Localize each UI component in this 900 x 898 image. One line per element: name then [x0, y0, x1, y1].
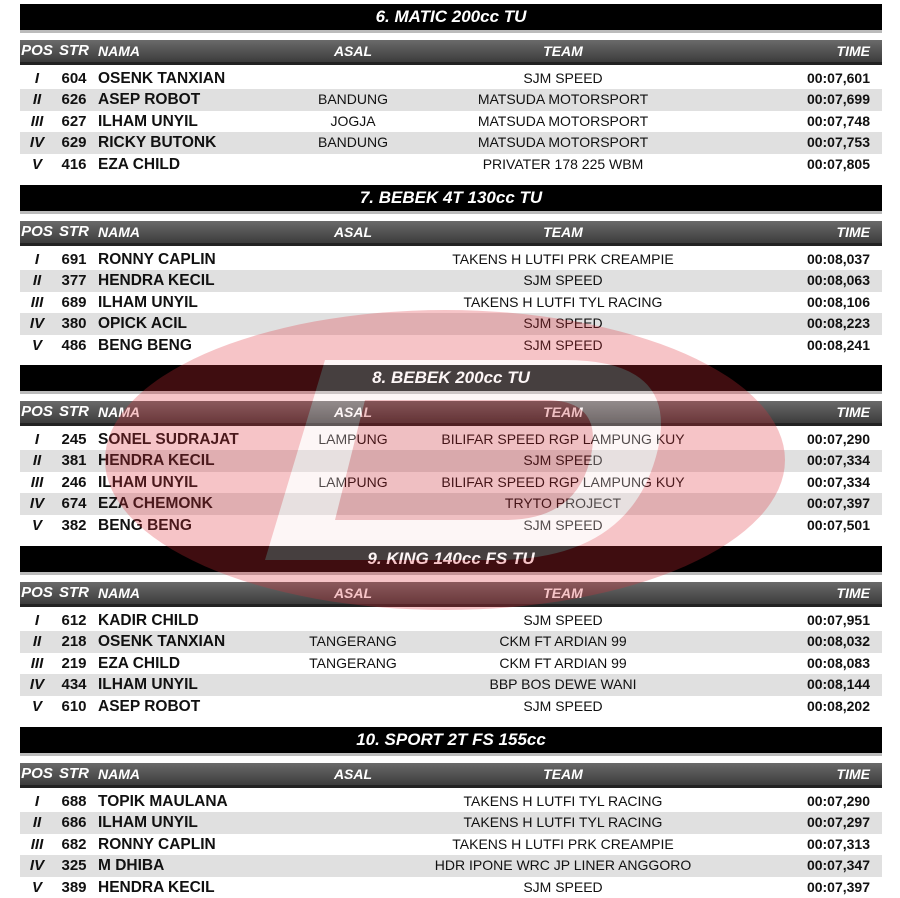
header-pos: POS [21, 584, 53, 601]
cell-str: 629 [61, 134, 87, 152]
cell-str: 691 [61, 251, 87, 268]
table-row [20, 450, 882, 471]
table-row [20, 610, 882, 631]
cell-pos: II [32, 272, 42, 290]
cell-nama: OPICK ACIL [98, 315, 187, 333]
cell-pos: V [31, 697, 42, 715]
cell-nama: HENDRA KECIL [98, 878, 215, 896]
cell-asal: LAMPUNG [318, 431, 388, 447]
table-row [20, 429, 882, 450]
header-asal: ASAL [333, 404, 373, 420]
cell-nama: ASEP ROBOT [98, 91, 201, 109]
cell-nama: HENDRA KECIL [98, 452, 215, 470]
cell-str: 377 [61, 272, 87, 290]
cell-str: 382 [61, 516, 87, 534]
header-nama: NAMA [98, 43, 140, 59]
cell-nama: ILHAM UNYIL [98, 112, 198, 130]
table-row [20, 68, 882, 89]
header-time: TIME [836, 585, 870, 601]
cell-time: 00:08,223 [806, 315, 870, 332]
cell-str: 688 [61, 793, 87, 810]
cell-str: 689 [61, 293, 87, 311]
cell-str: 219 [61, 654, 87, 672]
cell-team: TAKENS H LUTFI PRK CREAMPIE [452, 835, 674, 852]
cell-str: 325 [61, 857, 87, 875]
cell-nama: ILHAM UNYIL [98, 814, 198, 832]
cell-pos: I [34, 612, 40, 629]
cell-time: 00:07,290 [806, 793, 870, 809]
race-class-section [20, 185, 882, 356]
header-nama: NAMA [98, 766, 140, 782]
header-asal: ASAL [333, 766, 373, 782]
cell-team: SJM SPEED [523, 272, 603, 289]
cell-team: SJM SPEED [523, 336, 603, 353]
cell-time: 00:07,397 [806, 878, 870, 895]
table-row [20, 89, 882, 110]
cell-pos: V [31, 516, 42, 534]
cell-nama: RONNY CAPLIN [98, 251, 216, 268]
cell-str: 604 [61, 70, 87, 87]
race-class-section [20, 546, 882, 717]
cell-str: 627 [61, 112, 87, 130]
cell-nama: RICKY BUTONK [98, 134, 217, 152]
cell-nama: OSENK TANXIAN [98, 633, 226, 651]
cell-pos: V [31, 878, 42, 896]
table-header [20, 582, 882, 607]
cell-pos: II [32, 91, 42, 109]
cell-str: 416 [61, 155, 87, 173]
table-row [20, 292, 882, 313]
header-str: STR [59, 765, 89, 782]
header-time: TIME [836, 224, 870, 240]
cell-str: 626 [61, 91, 87, 109]
cell-str: 389 [61, 878, 87, 896]
cell-str: 218 [61, 633, 87, 651]
cell-nama: SONEL SUDRAJAT [98, 431, 239, 448]
cell-pos: IV [29, 676, 45, 694]
cell-time: 00:07,334 [806, 452, 870, 469]
header-team: TEAM [543, 224, 583, 240]
header-str: STR [59, 42, 89, 59]
cell-asal: JOGJA [330, 112, 376, 129]
cell-team: MATSUDA MOTORSPORT [477, 91, 649, 108]
race-class-section [20, 4, 882, 175]
table-header [20, 763, 882, 788]
cell-nama: ASEP ROBOT [98, 697, 201, 715]
cell-str: 380 [61, 315, 87, 333]
cell-nama: EZA CHILD [98, 155, 181, 173]
header-str: STR [59, 584, 89, 601]
header-nama: NAMA [98, 224, 140, 240]
cell-team: TAKENS H LUTFI TYL RACING [463, 814, 663, 831]
cell-nama: TOPIK MAULANA [98, 793, 228, 810]
header-time: TIME [836, 43, 870, 59]
header-team: TEAM [543, 585, 583, 601]
cell-team: HDR IPONE WRC JP LINER ANGGORO [434, 857, 692, 874]
cell-pos: IV [29, 315, 45, 333]
cell-time: 00:08,106 [806, 293, 870, 310]
cell-team: CKM FT ARDIAN 99 [499, 633, 627, 650]
table-row [20, 653, 882, 674]
table-row [20, 270, 882, 291]
cell-pos: III [30, 473, 44, 491]
table-row [20, 812, 882, 833]
cell-str: 246 [61, 473, 87, 491]
cell-nama: M DHIBA [98, 857, 165, 875]
cell-str: 612 [61, 612, 87, 629]
cell-team: SJM SPEED [523, 516, 603, 533]
header-asal: ASAL [333, 224, 373, 240]
header-str: STR [59, 223, 89, 240]
cell-nama: KADIR CHILD [98, 612, 199, 629]
cell-team: TAKENS H LUTFI TYL RACING [463, 793, 663, 809]
cell-team: SJM SPEED [523, 697, 603, 714]
header-asal: ASAL [333, 43, 373, 59]
cell-pos: II [32, 633, 42, 651]
table-row [20, 855, 882, 876]
cell-asal: LAMPUNG [318, 473, 388, 490]
cell-str: 682 [61, 835, 87, 853]
table-row [20, 249, 882, 270]
cell-str: 486 [61, 336, 87, 354]
section-title: 10. SPORT 2T FS 155cc [20, 727, 882, 756]
cell-asal: TANGERANG [309, 633, 397, 650]
cell-time: 00:08,241 [806, 336, 870, 353]
cell-time: 00:07,334 [806, 473, 870, 490]
cell-nama: OSENK TANXIAN [98, 70, 226, 87]
cell-team: BILIFAR SPEED RGP LAMPUNG KUY [441, 473, 685, 490]
cell-time: 00:07,347 [806, 857, 870, 874]
header-time: TIME [836, 404, 870, 420]
cell-team: SJM SPEED [523, 452, 603, 469]
table-row [20, 674, 882, 695]
cell-time: 00:08,083 [806, 654, 870, 671]
cell-nama: EZA CHILD [98, 654, 181, 672]
cell-time: 00:07,501 [806, 516, 870, 533]
cell-time: 00:07,290 [806, 431, 870, 447]
cell-pos: III [30, 293, 44, 311]
table-header [20, 401, 882, 426]
table-row [20, 791, 882, 812]
cell-time: 00:08,032 [806, 633, 870, 650]
table-header [20, 221, 882, 246]
cell-asal: BANDUNG [317, 134, 388, 151]
cell-team: PRIVATER 178 225 WBM [482, 155, 644, 172]
cell-team: TAKENS H LUTFI TYL RACING [463, 293, 663, 310]
cell-pos: I [34, 251, 40, 268]
cell-str: 686 [61, 814, 87, 832]
race-class-section [20, 365, 882, 536]
cell-pos: I [34, 70, 40, 87]
cell-time: 00:07,699 [806, 91, 870, 108]
header-time: TIME [836, 766, 870, 782]
cell-nama: BENG BENG [98, 516, 192, 534]
header-nama: NAMA [98, 404, 140, 420]
header-team: TEAM [543, 43, 583, 59]
section-title: 7. BEBEK 4T 130cc TU [20, 185, 882, 214]
table-row [20, 154, 882, 175]
cell-str: 610 [61, 697, 87, 715]
cell-time: 00:07,397 [806, 495, 870, 512]
header-asal: ASAL [333, 585, 373, 601]
cell-time: 00:07,313 [806, 835, 870, 852]
cell-pos: III [30, 112, 44, 130]
cell-str: 245 [61, 431, 87, 448]
table-row [20, 493, 882, 514]
cell-time: 00:07,748 [806, 112, 870, 129]
cell-pos: III [30, 835, 44, 853]
header-pos: POS [21, 42, 53, 59]
header-team: TEAM [543, 404, 583, 420]
cell-pos: IV [29, 134, 45, 152]
header-nama: NAMA [98, 585, 140, 601]
cell-team: MATSUDA MOTORSPORT [477, 134, 649, 151]
race-class-section [20, 727, 882, 898]
cell-team: CKM FT ARDIAN 99 [499, 654, 627, 671]
cell-time: 00:08,144 [806, 676, 870, 693]
cell-pos: IV [29, 857, 45, 875]
cell-team: TAKENS H LUTFI PRK CREAMPIE [452, 251, 674, 267]
cell-time: 00:08,063 [806, 272, 870, 289]
cell-nama: EZA CHEMONK [98, 495, 213, 513]
cell-str: 381 [61, 452, 87, 470]
section-title: 6. MATIC 200cc TU [20, 4, 882, 33]
cell-team: MATSUDA MOTORSPORT [477, 112, 649, 129]
header-pos: POS [21, 765, 53, 782]
cell-asal: TANGERANG [309, 654, 397, 671]
cell-pos: I [34, 793, 40, 810]
section-title: 9. KING 140cc FS TU [20, 546, 882, 575]
cell-nama: ILHAM UNYIL [98, 473, 198, 491]
cell-team: TRYTO PROJECT [504, 495, 622, 512]
table-row [20, 111, 882, 132]
cell-nama: RONNY CAPLIN [98, 835, 216, 853]
header-team: TEAM [543, 766, 583, 782]
table-row [20, 335, 882, 356]
cell-time: 00:07,805 [806, 155, 870, 172]
header-pos: POS [21, 403, 53, 420]
header-str: STR [59, 403, 89, 420]
cell-str: 434 [61, 676, 87, 694]
cell-pos: V [31, 336, 42, 354]
cell-pos: II [32, 814, 42, 832]
table-row [20, 132, 882, 153]
cell-team: SJM SPEED [523, 70, 603, 86]
cell-pos: V [31, 155, 42, 173]
cell-time: 00:07,297 [806, 814, 870, 831]
cell-nama: HENDRA KECIL [98, 272, 215, 290]
cell-team: SJM SPEED [523, 878, 603, 895]
cell-nama: ILHAM UNYIL [98, 293, 198, 311]
cell-nama: ILHAM UNYIL [98, 676, 198, 694]
cell-team: BILIFAR SPEED RGP LAMPUNG KUY [441, 431, 685, 447]
table-row [20, 696, 882, 717]
cell-pos: I [34, 431, 40, 448]
cell-str: 674 [61, 495, 87, 513]
cell-pos: III [30, 654, 44, 672]
cell-time: 00:07,601 [806, 70, 870, 86]
table-row [20, 877, 882, 898]
cell-pos: IV [29, 495, 45, 513]
header-pos: POS [21, 223, 53, 240]
table-row [20, 515, 882, 536]
cell-pos: II [32, 452, 42, 470]
table-header [20, 40, 882, 65]
table-row [20, 834, 882, 855]
cell-time: 00:08,202 [806, 697, 870, 714]
cell-time: 00:08,037 [806, 251, 870, 267]
section-title: 8. BEBEK 200cc TU [20, 365, 882, 394]
cell-asal: BANDUNG [317, 91, 388, 108]
cell-team: SJM SPEED [523, 315, 603, 332]
cell-team: BBP BOS DEWE WANI [489, 676, 637, 693]
table-row [20, 631, 882, 652]
table-row [20, 313, 882, 334]
table-row [20, 472, 882, 493]
cell-time: 00:07,951 [806, 612, 870, 628]
cell-time: 00:07,753 [806, 134, 870, 151]
cell-nama: BENG BENG [98, 336, 192, 354]
cell-team: SJM SPEED [523, 612, 603, 628]
